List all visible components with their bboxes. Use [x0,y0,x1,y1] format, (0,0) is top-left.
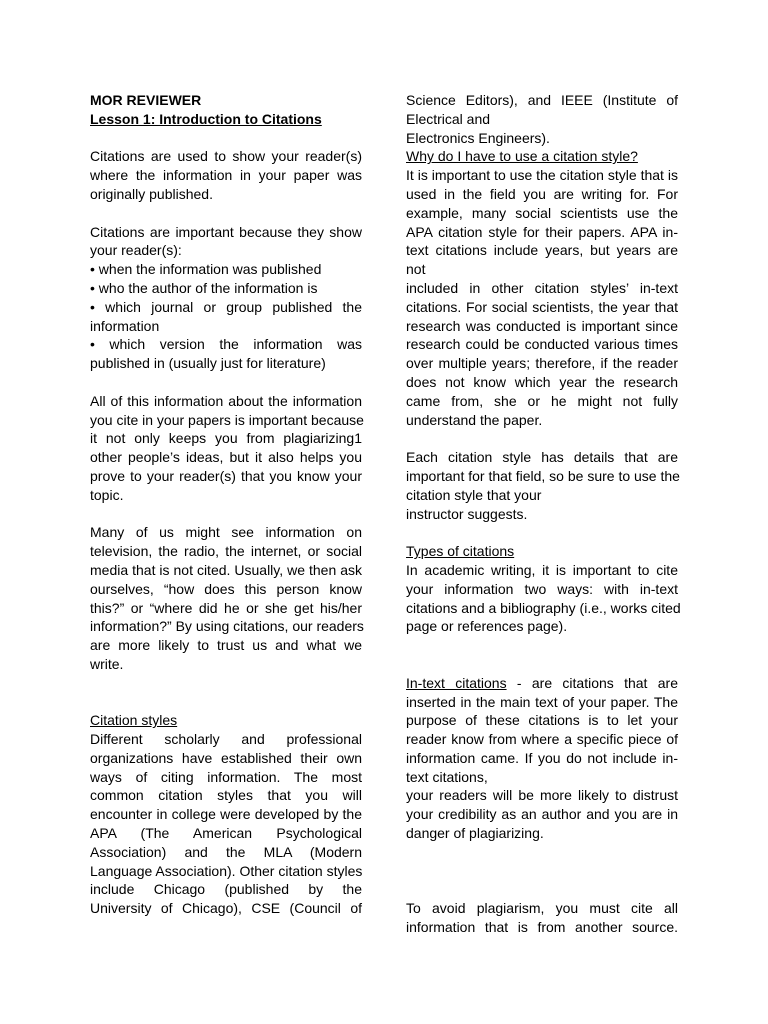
text-line: citation style that your [406,486,542,503]
text-line: came from, she or he might not fully [406,392,678,409]
paragraph-gap [90,204,362,223]
paragraph-gap [406,880,678,899]
text-line: used in the field you are writing for. For [406,185,678,202]
text-line: Different scholarly and professional [90,731,362,748]
text-line: Language Association). Other citation styles [90,862,363,879]
text-line: Many of us might see information on [90,524,362,541]
text-line: danger of plagiarizing. [406,825,544,842]
text-line: • which version the information was [90,336,362,353]
inline-text: - are citations that are [506,674,678,691]
text-line: Electrical and [406,110,491,127]
text-line: your credibility as an author and you are in [406,806,678,823]
paragraph-gap [406,429,678,448]
text-line: media that is not cited. Usually, we then ask [90,561,362,578]
text-line: where the information in your paper was [90,167,362,184]
text-line: common citation styles that you will [90,787,362,804]
text-line: To avoid plagiarism, you must cite all [406,900,678,917]
text-line: research could be conducted various times [406,336,678,353]
section-heading: Why do I have to use a citation style? [406,148,638,165]
left-column [90,91,362,918]
text-line: other people’s ideas, but it also helps you [90,449,362,466]
text-line: information came. If you do not include in- [406,749,678,766]
paragraph-gap [90,373,362,392]
right-column [406,91,681,937]
text-line: text citations, [406,768,488,785]
text-line: inserted in the main text of your paper. The [406,693,678,710]
text-line: ourselves, “how does this person know [90,580,362,597]
text-line: Citations are used to show your reader(s) [90,148,362,165]
text-line: understand the paper. [406,411,543,428]
text-line: topic. [90,486,124,503]
text-line: instructor suggests. [406,505,528,522]
text-line: University of Chicago), CSE (Council of [90,900,362,917]
section-heading: Types of citations [406,543,515,560]
text-line: information?” By using citations, our readers [90,618,364,635]
text-line: page or references page). [406,618,568,635]
text-line: Science Editors), and IEEE (Institute of [406,92,678,108]
text-line: included in other citation styles’ in-text [406,279,678,296]
text-line: originally published. [90,185,213,202]
text-line: information that is from another source. [406,919,678,936]
text-line: published in (usually just for literature) [90,355,326,372]
paragraph-gap [406,655,678,674]
text-line: prove to your reader(s) that you know your [90,467,362,484]
text-line: organizations have established their own [90,749,362,766]
text-line: your readers will be more likely to distrust [406,787,678,804]
text-line: ways of citing information. The most [90,768,362,785]
text-line: Association) and the MLA (Modern [90,843,362,860]
inline-heading: In-text citations [406,674,507,691]
text-line: important for that field, so be sure to use the [406,467,680,484]
text-line: citations and a bibliography (i.e., works cited [406,599,681,616]
text-line: example, many social scientists use the [406,204,678,221]
text-line: include Chicago (published by the [90,881,362,898]
text-line: encounter in college were developed by the [90,806,362,823]
text-line: not [406,261,426,278]
text-line: write. [90,655,124,672]
text-line: your information two ways: with in-text [406,580,678,597]
text-line: APA citation style for their papers. APA in- [406,223,678,240]
text-line: information [90,317,160,334]
text-line: • who the author of the information is [90,279,318,296]
text-line: It is important to use the citation style that is [406,167,678,184]
text-line: research was conducted is important since [406,317,678,334]
text-line: television, the radio, the internet, or social [90,543,362,560]
paragraph-gap [90,693,362,712]
text-line: are more likely to trust us and what we [90,637,362,654]
text-line: • when the information was published [90,261,322,278]
paragraph-gap [90,505,362,524]
text-line: does not know which year the research [406,373,678,390]
text-line: your reader(s): [90,242,182,259]
text-line: • which journal or group published the [90,298,362,315]
paragraph-gap [90,674,362,693]
document-title: MOR REVIEWER [90,92,202,108]
text-line: In academic writing, it is important to cite [406,561,678,578]
text-line: you cite in your papers is important because [90,411,364,428]
text-line: APA (The American Psychological [90,825,362,842]
text-line: Each citation style has details that are [406,449,678,466]
text-line: Citations are important because they show [90,223,362,240]
text-line: it not only keeps you from plagiarizing1 [90,430,362,447]
text-line [406,674,678,693]
text-line: reader know from where a specific piece of [406,731,678,748]
section-heading: Citation styles [90,712,178,729]
text-line: this?” or “where did he or she get his/her [90,599,362,616]
text-line: citations. For social scientists, the year that [406,298,678,315]
paragraph-gap [406,523,678,542]
paragraph-gap [406,636,678,655]
text-line: purpose of these citations is to let your [406,712,678,729]
paragraph-gap [90,129,362,148]
paragraph-gap [406,862,678,881]
text-line: All of this information about the information [90,392,362,409]
text-line: over multiple years; therefore, if the reader [406,355,678,372]
paragraph-gap [406,843,678,862]
lesson-title: Lesson 1: Introduction to Citations [90,110,322,127]
text-line: text citations include years, but years are [406,242,678,259]
text-line: Electronics Engineers). [406,129,550,146]
